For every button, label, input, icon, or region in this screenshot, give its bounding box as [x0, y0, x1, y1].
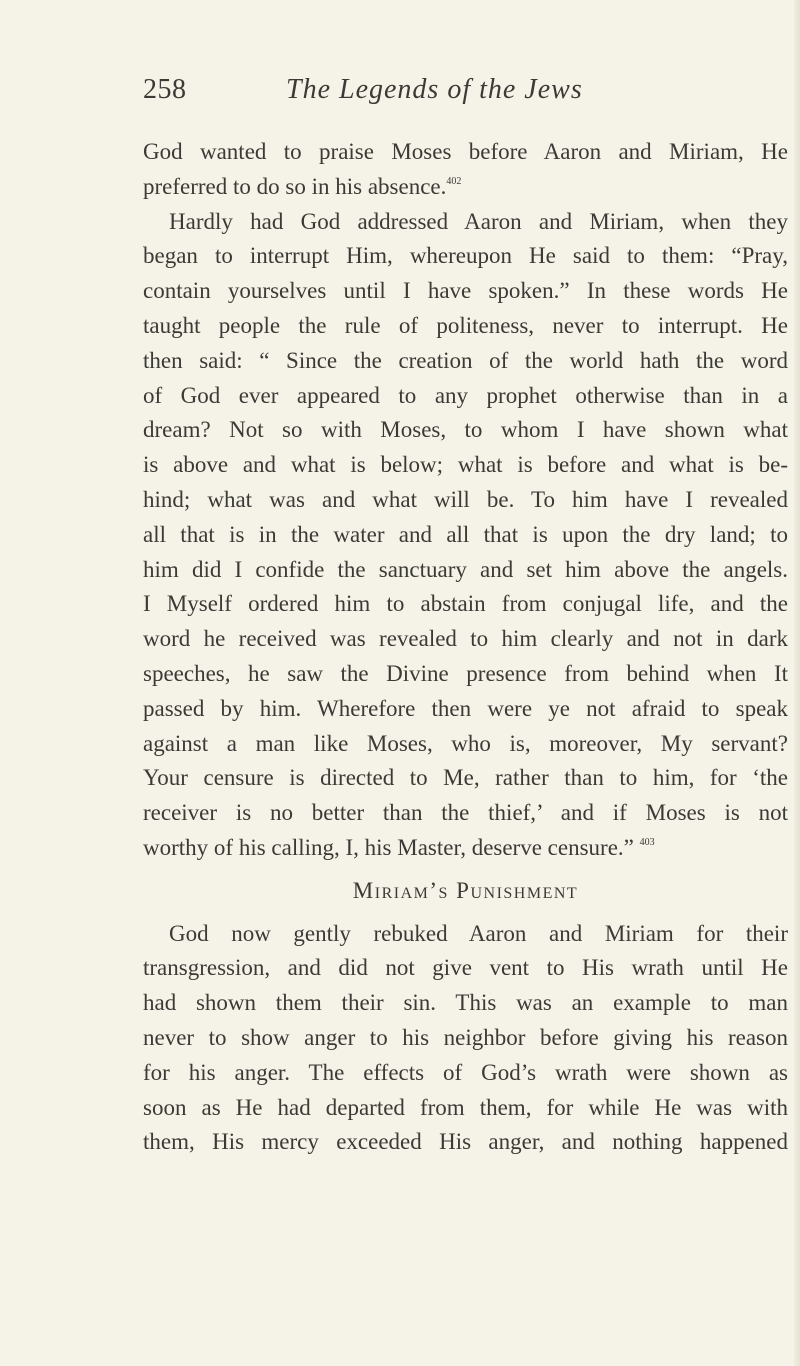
text-line-content: worthy of his calling, I, his Master, deserve censure.” [143, 834, 634, 860]
text-line [143, 831, 788, 866]
text-line: hind; what was and what will be. To him have I revealed [143, 486, 788, 512]
book-title: The Legends of the Jews [286, 74, 583, 105]
body-text [143, 135, 788, 1160]
running-head [143, 74, 788, 114]
text-line: against a man like Moses, who is, moreover, My servant? [143, 730, 788, 756]
paragraph-3 [143, 917, 788, 1161]
section-heading: Miriam’s Punishment [352, 877, 579, 903]
text-line: dream? Not so with Moses, to whom I have shown what [143, 417, 788, 443]
text-line-content: preferred to do so in his absence. [143, 173, 447, 199]
text-line: had shown them their sin. This was an example to man [143, 990, 788, 1016]
text-line: speeches, he saw the Divine presence from behind when It [143, 660, 788, 686]
text-line: contain yourselves until I have spoken.” In these words He [143, 278, 788, 304]
page-edge [794, 0, 800, 1366]
text-line: Your censure is directed to Me, rather than to him, for ‘the [143, 765, 788, 791]
text-line: of God ever appeared to any prophet otherwise than in a [143, 382, 788, 408]
text-line: I Myself ordered him to abstain from conjugal life, and the [143, 591, 788, 617]
text-line: transgression, and did not give vent to His wrath until He [143, 955, 788, 981]
text-line: him did I confide the sanctuary and set him above the angels. [143, 556, 788, 582]
text-line: receiver is no better than the thief,’ and if Moses is not [143, 800, 788, 826]
text-line: began to interrupt Him, whereupon He said to them: “Pray, [143, 243, 788, 269]
text-line: God wanted to praise Moses before Aaron and Miriam, He [143, 139, 788, 164]
text-line: for his anger. The effects of God’s wrath were shown as [143, 1059, 788, 1085]
paragraph-2 [143, 205, 788, 866]
text-line: is above and what is below; what is before and what is be- [143, 452, 788, 478]
text-line: word he received was revealed to him clearly and not in dark [143, 626, 788, 652]
text-line [143, 170, 788, 205]
text-line: passed by him. Wherefore then were ye not afraid to speak [143, 695, 788, 721]
text-line: them, His mercy exceeded His anger, and nothing happened [143, 1129, 788, 1155]
text-line: taught people the rule of politeness, never to interrupt. He [143, 312, 788, 338]
text-line: Hardly had God addressed Aaron and Miriam, when they [169, 208, 788, 234]
text-line: then said: “ Since the creation of the world hath the word [143, 347, 788, 373]
text-line: all that is in the water and all that is upon the dry land; to [143, 521, 788, 547]
page-number: 258 [143, 74, 187, 105]
footnote-ref-402[interactable]: 402 [446, 175, 462, 187]
text-line: never to show anger to his neighbor before giving his reason [143, 1024, 788, 1050]
text-line: soon as He had departed from them, for while He was with [143, 1094, 788, 1120]
footnote-ref-403[interactable]: 403 [639, 836, 655, 848]
text-line: God now gently rebuked Aaron and Miriam for their [169, 920, 788, 946]
paragraph-1 [143, 135, 788, 205]
